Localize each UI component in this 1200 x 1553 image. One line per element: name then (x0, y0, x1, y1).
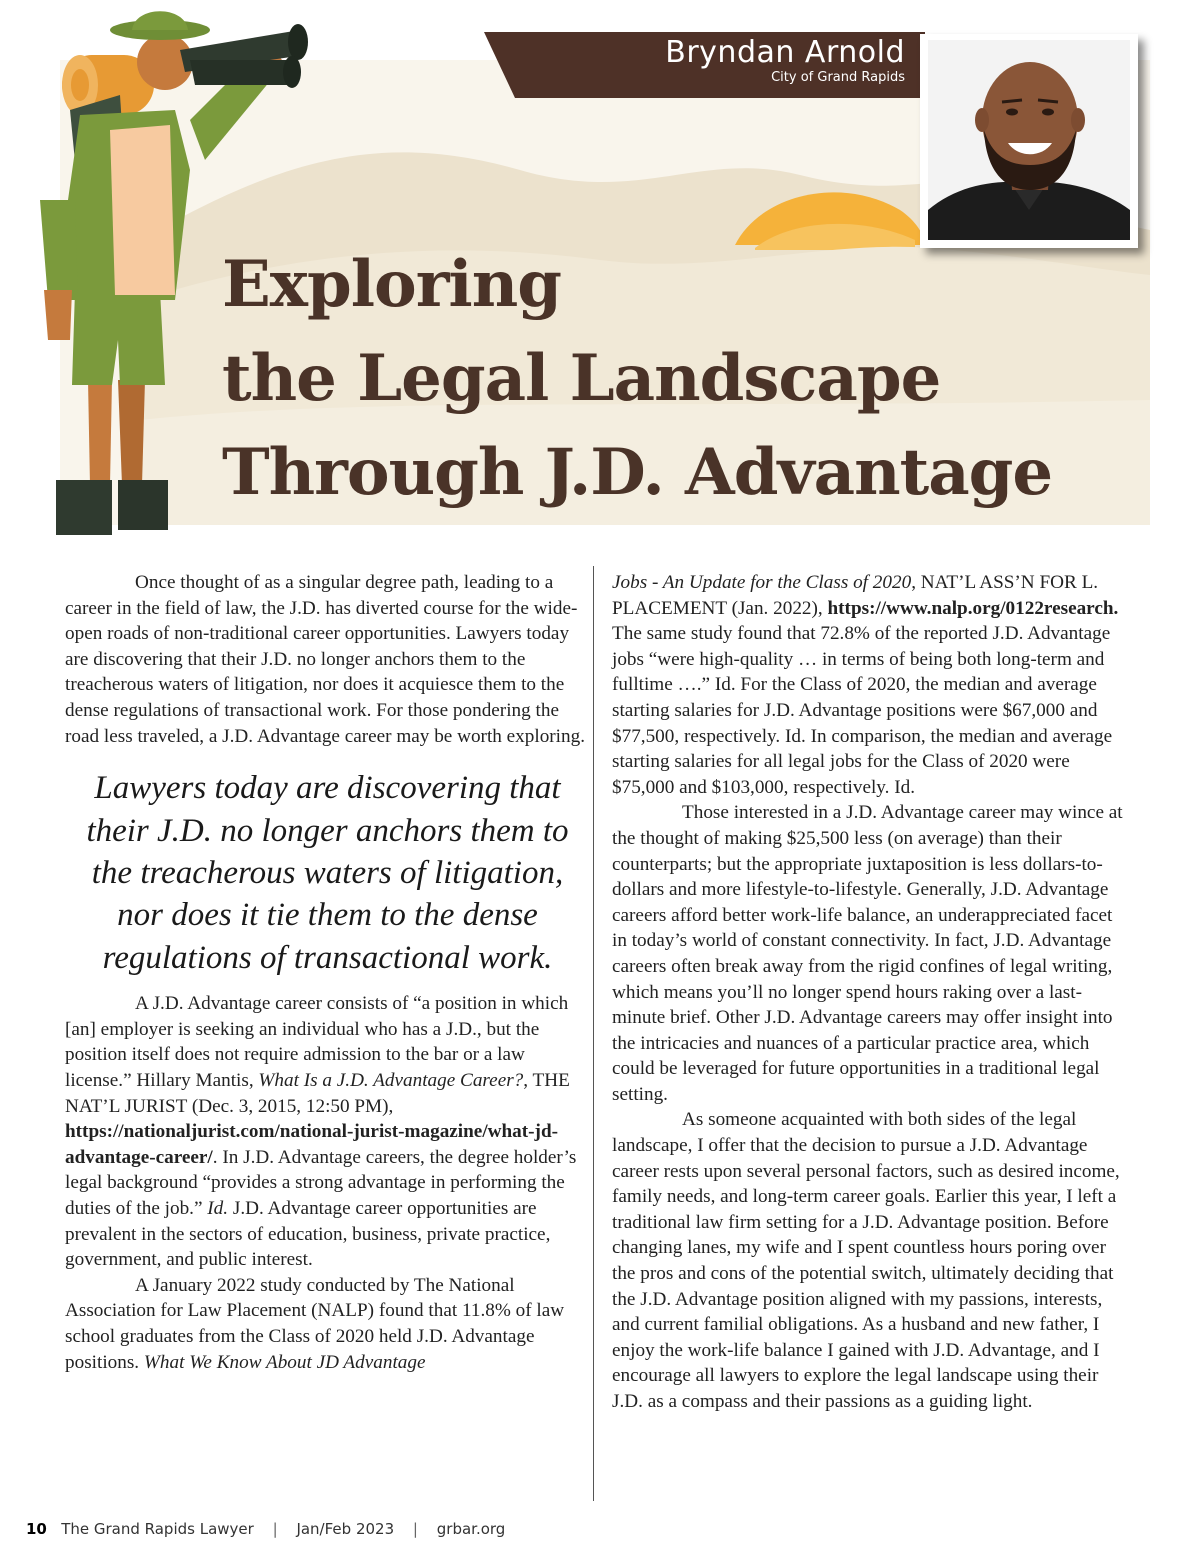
paragraph (65, 1273, 590, 1375)
author-organization: City of Grand Rapids (771, 70, 905, 85)
author-photo-frame (920, 34, 1138, 248)
text-run: A January 2022 study conducted by The National Association for Law Placement (NALP) found that 11.8% of law school graduates from the Class of 2020 held J.D. Advantage positions. (65, 1274, 565, 1373)
text-run: , THE NAT’L JURIST (Dec. 3, 2015, 12:50 PM), (65, 1069, 570, 1117)
citation-id: Id. (207, 1197, 229, 1219)
right-column (612, 570, 1132, 1415)
page-footer (26, 1520, 505, 1538)
text-run: J.D. Advantage career opportunities are prevalent in the sectors of education, business, private practice, government, and public interest. (65, 1197, 551, 1271)
left-column (65, 570, 590, 1375)
citation-title: What Is a J.D. Advantage Career? (258, 1069, 524, 1091)
citation-link[interactable]: https://nationaljurist.com/national-jurist-magazine/what-jd-advantage-career/ (65, 1121, 559, 1168)
footer-separator: | (272, 1520, 278, 1538)
pull-quote: Lawyers today are discovering that their J.D. no longer anchors them to the treacherous waters of litigation, nor does it tie them to the dense regulations of transactional work. (86, 770, 569, 976)
headline-line-2: the Legal Landscape (222, 341, 941, 416)
article-headline (222, 238, 1052, 520)
citation-title: What We Know About JD Advantage (143, 1351, 426, 1373)
text-run: The same study found that 72.8% of the reported J.D. Advantage jobs “were high-quality … in terms of being both long-term and fulltime ….” Id. For the Class of 2020, the median and average starting salaries for J.D. Advantage positions were $67,000 and $77,500, respectively. Id. In comparison, the median and average starting salaries for all legal jobs for the Class of 2020 were $75,000 and $103,000, respectively. Id. (612, 623, 1113, 798)
author-name: Bryndan Arnold (665, 35, 905, 70)
footer-separator: | (412, 1520, 418, 1538)
issue-date: Jan/Feb 2023 (296, 1520, 395, 1538)
author-portrait-illustration (928, 40, 1130, 240)
author-band (470, 32, 925, 98)
citation-title: Jobs - An Update for the Class of 2020 (612, 572, 912, 593)
publication-name: The Grand Rapids Lawyer (61, 1520, 254, 1538)
column-divider (593, 566, 594, 1501)
text-run: , NAT’L ASS’N FOR L. PLACEMENT (Jan. 2022), (612, 572, 1099, 619)
paragraph: Those interested in a J.D. Advantage career may wince at the thought of making $25,500 less (on average) than their counterparts; but the appropriate juxtaposition is less dollars-to-dollars and more lifestyle-to-lifestyle. Generally, J.D. Advantage careers afford better work-life balance, an underappreciated facet in today’s world of constant connectivity. In fact, J.D. Advantage careers often break away from the rigid confines of legal writing, which means you’ll no longer spend hours raking over a last-minute brief. Other J.D. Advantage careers may offer insight into the intricacies and nuances of a particular practice area, which could be leveraged for future opportunities in a traditional legal setting. (612, 802, 1123, 1105)
author-photo (928, 40, 1130, 240)
paragraph (612, 570, 1132, 800)
page-number: 10 (26, 1520, 47, 1538)
paragraph: Once thought of as a singular degree path, leading to a career in the field of law, the J.D. has diverted course for the wide-open roads of non-traditional career opportunities. Lawyers today are discovering that their J.D. no longer anchors them to the treacherous waters of litigation, nor does it acquiesce them to the dense regulations of transactional work. For those pondering the road less traveled, a J.D. Advantage career may be worth exploring. (65, 572, 586, 747)
headline-line-3: Through J.D. Advantage (222, 435, 1053, 510)
paragraph (65, 991, 590, 1273)
text-run: A J.D. Advantage career consists of “a position in which [an] employer is seeking an individual who has a J.D., but the position itself does not require admission to the bar or a law license.” Hillary Mantis, (65, 993, 569, 1091)
paragraph: As someone acquainted with both sides of the legal landscape, I offer that the decision to pursue a J.D. Advantage career rests upon several personal factors, such as desired income, family needs, and long-term career goals. Earlier this year, I left a traditional law firm setting for a J.D. Advantage position. Before changing lanes, my wife and I spent countless hours poring over the pros and cons of the potential switch, ultimately deciding that the J.D. Advantage position aligned with my passions, interests, and current familial obligations. As a husband and new father, I enjoy the work-life balance I gained with J.D. Advantage, and I encourage all lawyers to explore the legal landscape using their J.D. as a compass and their passions as a guiding light. (612, 1109, 1120, 1412)
headline-line-1: Exploring (222, 247, 561, 322)
text-run: . In J.D. Advantage careers, the degree holder’s legal background “provides a strong advantage in performing the duties of the job.” (65, 1146, 577, 1219)
citation-link[interactable]: https://www.nalp.org/0122research. (827, 597, 1119, 619)
website-link[interactable]: grbar.org (436, 1520, 506, 1538)
